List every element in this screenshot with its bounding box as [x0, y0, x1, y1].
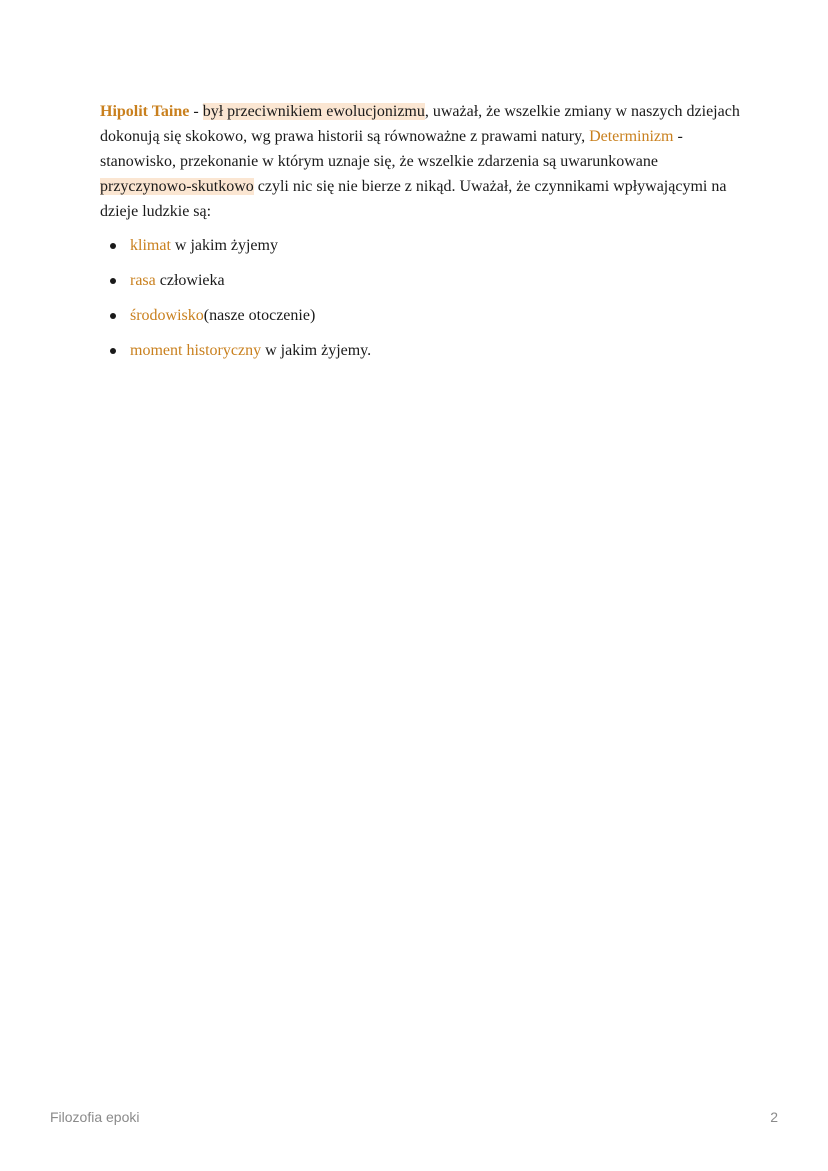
list-item: [100, 233, 740, 268]
term-determinism: Determinizm: [589, 128, 674, 145]
intro-paragraph: [100, 99, 740, 224]
factor-term: moment historyczny: [130, 342, 262, 359]
factor-rest: (nasze otoczenie): [203, 307, 316, 324]
factor-term: rasa: [130, 272, 156, 289]
highlight-causal: przyczynowo-skutkowo: [100, 178, 254, 195]
list-item: [100, 303, 740, 338]
paragraph-text-2: - stanowisko, przekonanie w którym uznaje się, że wszelkie zdarzenia są uwarunkowane: [100, 128, 683, 170]
factor-rest: w jakim żyjemy: [170, 237, 278, 254]
factor-term: środowisko: [130, 307, 204, 324]
factors-list: [100, 233, 740, 373]
highlight-evolutionism: był przeciwnikiem ewolucjonizmu: [202, 103, 425, 120]
list-item: [100, 268, 740, 303]
separator: -: [189, 103, 203, 120]
list-item: [100, 338, 740, 373]
footer-title: Filozofia epoki: [50, 1109, 140, 1125]
bullet-icon: [110, 348, 116, 354]
factor-rest: w jakim żyjemy.: [261, 342, 372, 359]
factor-term: klimat: [130, 237, 171, 254]
page-number: 2: [770, 1109, 778, 1125]
paragraph-text-3: czyli nic się nie bierze z nikąd. Uważał, że czynnikami wpływającymi na dzieje ludzkie są:: [100, 178, 727, 220]
bullet-icon: [110, 313, 116, 319]
page-content: [100, 99, 740, 373]
paragraph-text-1: , uważał, że wszelkie zmiany w naszych dziejach dokonują się skokowo, wg prawa historii są równoważne z prawami natury,: [100, 103, 740, 145]
factor-rest: człowieka: [155, 272, 225, 289]
term-hipolit-taine: Hipolit Taine: [100, 103, 190, 120]
bullet-icon: [110, 278, 116, 284]
bullet-icon: [110, 243, 116, 249]
